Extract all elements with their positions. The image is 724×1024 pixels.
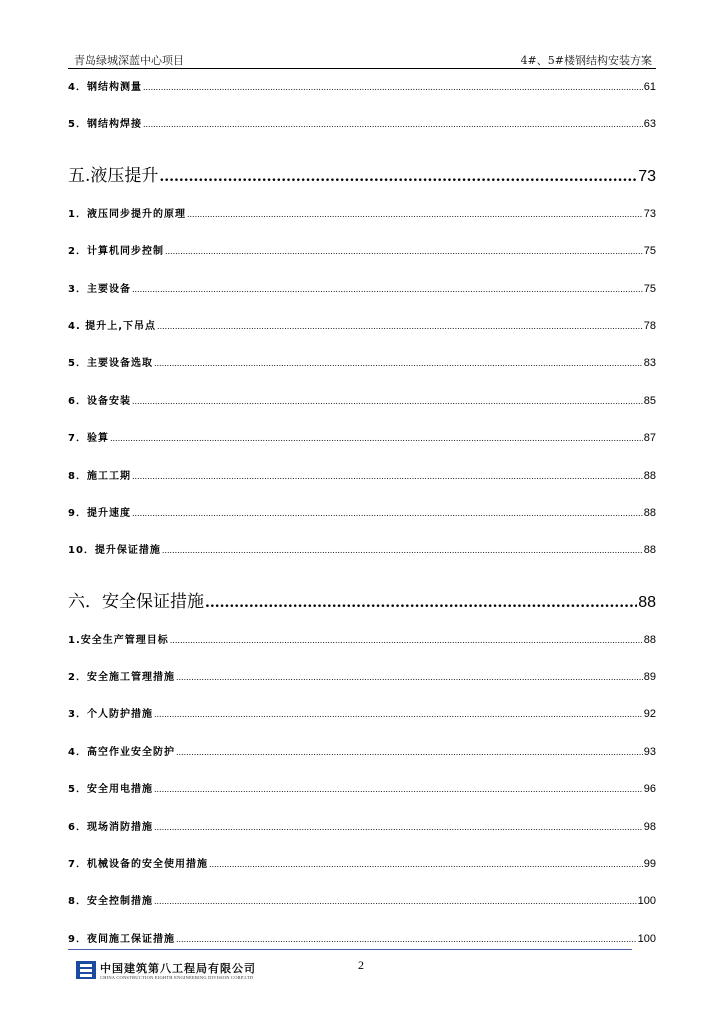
toc-entry-page: 63 — [643, 118, 656, 131]
toc-item-row[interactable] — [68, 504, 656, 541]
toc-dot-leader — [110, 434, 643, 443]
toc-dot-leader — [132, 397, 643, 406]
toc-entry-label: 9．提升速度 — [68, 507, 131, 519]
toc-item-row[interactable] — [68, 743, 656, 780]
header-document-title: 4#、5#楼钢结构安装方案 — [520, 54, 652, 67]
toc-entry-label: 4．高空作业安全防护 — [68, 746, 175, 758]
toc-entry-label: 7．机械设备的安全使用措施 — [68, 859, 208, 871]
toc-dot-leader — [154, 897, 637, 906]
toc-dot-leader — [187, 210, 643, 219]
footer-company-name: 中国建筑第八工程局有限公司 — [100, 962, 256, 975]
toc-item-row[interactable] — [68, 354, 656, 391]
toc-entry-label: 五.液压提升 — [68, 165, 159, 186]
toc-entry-page: 89 — [643, 671, 656, 684]
toc-item-row[interactable] — [68, 780, 656, 817]
toc-entry-page: 100 — [637, 895, 656, 908]
toc-entry-label: 6．现场消防措施 — [68, 821, 153, 833]
toc-section-row[interactable] — [68, 153, 656, 205]
header-project-name: 青岛绿城深蓝中心项目 — [74, 54, 184, 67]
toc-entry-page: 99 — [643, 858, 656, 871]
toc-entry-label: 六．安全保证措施 — [68, 591, 204, 612]
toc-entry-page: 98 — [643, 820, 656, 833]
toc-item-row[interactable] — [68, 242, 656, 279]
toc-item-row[interactable] — [68, 892, 656, 929]
company-logo-icon — [76, 961, 96, 979]
toc-item-row[interactable] — [68, 78, 656, 115]
toc-dot-leader — [154, 710, 643, 719]
toc-entry-label: 7．验算 — [68, 433, 109, 445]
toc-entry-page: 100 — [637, 932, 656, 945]
toc-entry-page: 75 — [643, 245, 656, 258]
toc-entry-label: 4．钢结构测量 — [68, 82, 142, 93]
toc-item-row[interactable] — [68, 392, 656, 429]
toc-entry-page: 92 — [643, 708, 656, 721]
toc-entry-label: 8．安全控制措施 — [68, 896, 153, 908]
toc-dot-leader — [132, 509, 643, 518]
toc-entry-page: 87 — [643, 432, 656, 445]
toc-entry-label: 2．计算机同步控制 — [68, 246, 164, 258]
toc-item-row[interactable] — [68, 280, 656, 317]
toc-dot-leader — [170, 636, 643, 645]
toc-entry-label: 10．提升保证措施 — [68, 545, 161, 557]
toc-item-row[interactable] — [68, 855, 656, 892]
toc-dot-leader — [143, 83, 643, 92]
page-number: 2 — [358, 958, 364, 972]
toc-entry-page: 73 — [638, 167, 656, 185]
toc-entry-label: 3．主要设备 — [68, 283, 131, 295]
toc-dot-leader — [132, 472, 643, 481]
toc-entry-page: 96 — [643, 783, 656, 796]
toc-entry-page: 83 — [643, 357, 656, 370]
toc-item-row[interactable] — [68, 205, 656, 242]
toc-dot-leader — [165, 247, 643, 256]
footer-company-name-en: CHINA CONSTRUCTION EIGHTH ENGINEERING DIVISION CORP.LTD — [100, 975, 254, 980]
toc-entry-page: 88 — [643, 506, 656, 519]
toc-dot-leader — [143, 120, 643, 129]
toc-entry-label: 5．钢结构焊接 — [68, 119, 142, 131]
toc-dot-leader — [159, 169, 637, 185]
toc-dot-leader — [162, 546, 643, 555]
toc-dot-leader — [176, 748, 643, 757]
toc-item-row[interactable] — [68, 668, 656, 705]
toc-dot-leader — [132, 285, 643, 294]
page-header — [68, 48, 656, 69]
table-of-contents — [68, 78, 656, 967]
toc-entry-page: 78 — [643, 319, 656, 332]
toc-entry-label: 1．液压同步提升的原理 — [68, 208, 186, 220]
toc-item-row[interactable] — [68, 541, 656, 578]
toc-entry-page: 88 — [643, 633, 656, 646]
toc-item-row[interactable] — [68, 818, 656, 855]
toc-entry-page: 88 — [643, 544, 656, 557]
toc-item-row[interactable] — [68, 317, 656, 354]
toc-dot-leader — [176, 935, 637, 944]
toc-entry-label: 5．安全用电措施 — [68, 784, 153, 796]
toc-dot-leader — [154, 823, 643, 832]
toc-entry-page: 88 — [638, 593, 656, 611]
toc-item-row[interactable] — [68, 115, 656, 152]
toc-entry-label: 6．设备安装 — [68, 395, 131, 407]
toc-entry-page: 88 — [643, 469, 656, 482]
toc-entry-label: 3．个人防护措施 — [68, 709, 153, 721]
toc-section-row[interactable] — [68, 579, 656, 631]
toc-entry-label: 9．夜间施工保证措施 — [68, 933, 175, 945]
toc-dot-leader — [154, 359, 643, 368]
toc-entry-page: 85 — [643, 394, 656, 407]
toc-dot-leader — [154, 785, 643, 794]
toc-entry-label: 4. 提升上,下吊点 — [68, 320, 157, 332]
toc-entry-page: 61 — [643, 81, 656, 93]
toc-entry-page: 73 — [643, 207, 656, 220]
toc-dot-leader — [205, 595, 637, 611]
toc-dot-leader — [209, 860, 643, 869]
toc-item-row[interactable] — [68, 705, 656, 742]
toc-entry-label: 8．施工工期 — [68, 470, 131, 482]
toc-entry-label: 1.安全生产管理目标 — [68, 634, 169, 646]
toc-item-row[interactable] — [68, 467, 656, 504]
toc-entry-page: 93 — [643, 745, 656, 758]
toc-entry-label: 5．主要设备选取 — [68, 358, 153, 370]
toc-dot-leader — [176, 673, 643, 682]
toc-item-row[interactable] — [68, 631, 656, 668]
toc-entry-page: 75 — [643, 282, 656, 295]
footer-divider — [68, 949, 632, 950]
toc-item-row[interactable] — [68, 429, 656, 466]
toc-dot-leader — [157, 322, 643, 331]
toc-entry-label: 2．安全施工管理措施 — [68, 672, 175, 684]
